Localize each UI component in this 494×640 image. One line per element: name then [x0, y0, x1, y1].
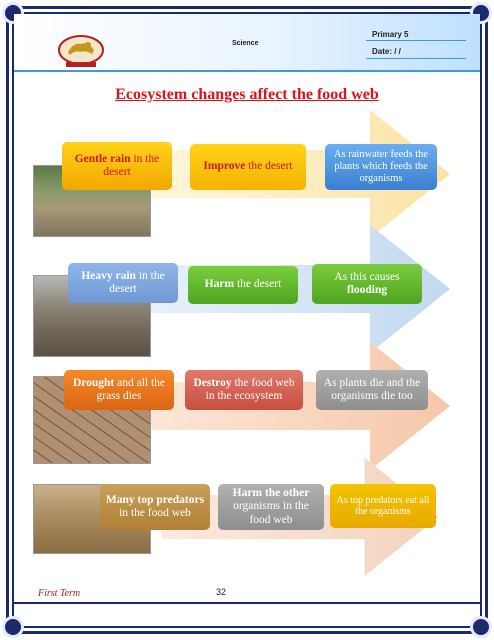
corner-ornament-bottom-right — [470, 616, 492, 638]
reason-box: As top predators eat all the organisms — [330, 484, 436, 528]
reason-box: As rainwater feeds the plants which feeds the organisms — [325, 144, 437, 190]
grade-label: Primary 5 — [372, 30, 409, 39]
effect-box: Harm the desert — [188, 266, 298, 304]
effect-box: Improve the desert — [190, 144, 306, 190]
cause-box: Drought and all the grass dies — [64, 370, 174, 410]
grade-underline — [366, 40, 466, 41]
effect-box: Harm the other organisms in the food web — [218, 484, 324, 530]
corner-ornament-bottom-left — [2, 616, 24, 638]
reason-box: As this causes flooding — [312, 264, 422, 304]
cause-box: Heavy rain in the desert — [68, 263, 178, 303]
page-number: 32 — [216, 587, 227, 597]
date-underline — [366, 58, 466, 59]
footer-term: First Term — [38, 588, 81, 599]
reason-box: As plants die and the organisms die too — [316, 370, 428, 410]
page-title: Ecosystem changes affect the food web — [115, 86, 379, 103]
cause-box: Many top predators in the food web — [100, 484, 210, 530]
school-logo — [56, 32, 106, 70]
subject-label: Science — [232, 40, 259, 47]
cause-box: Gentle rain in the desert — [62, 142, 172, 190]
effect-box: Destroy the food web in the ecosystem — [185, 370, 303, 410]
footer-divider — [14, 602, 480, 604]
date-label: Date: / / — [372, 47, 401, 56]
